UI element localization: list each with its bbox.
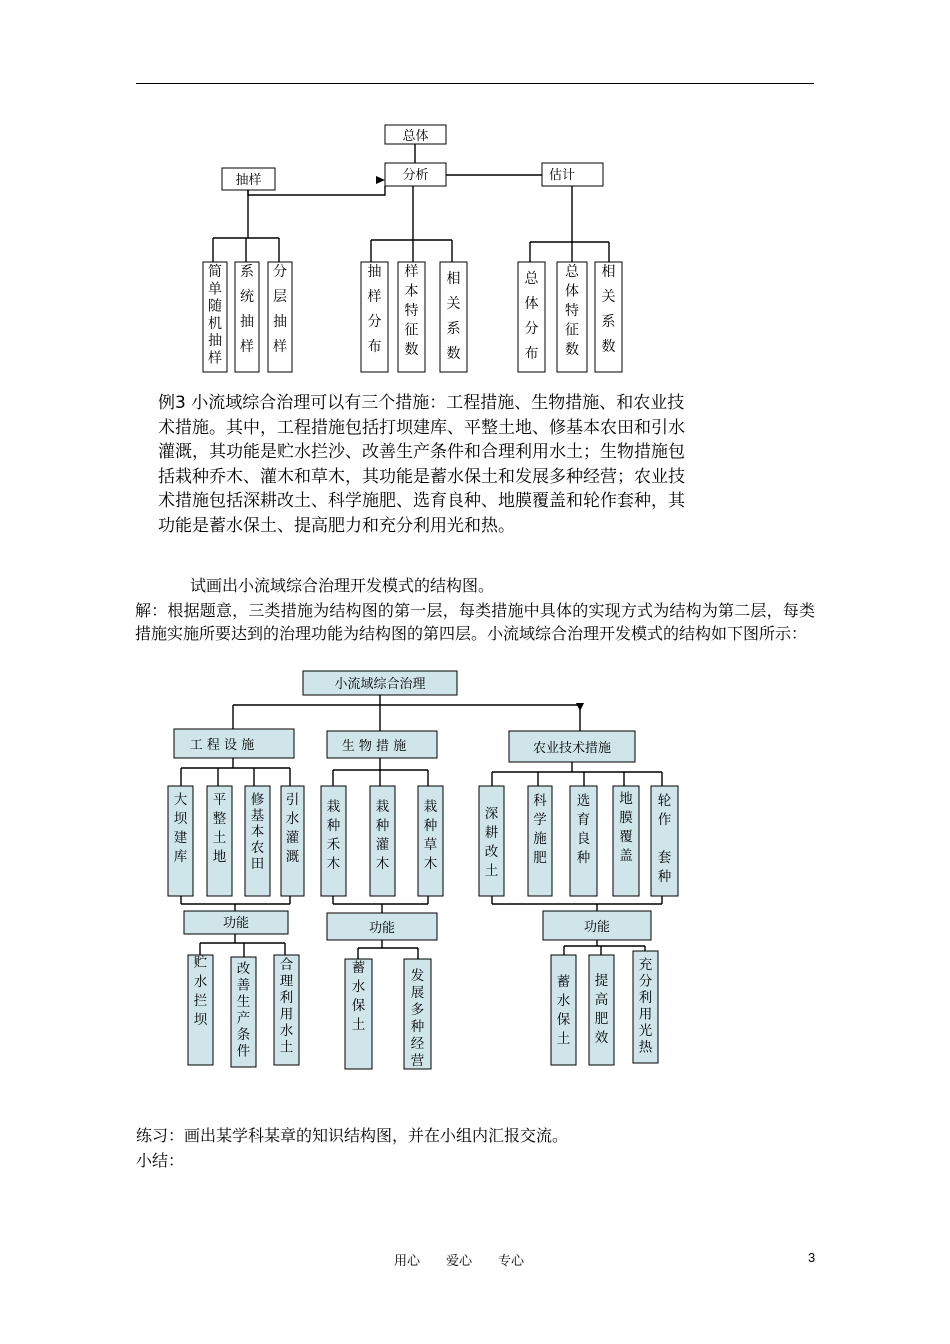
diagram2-function-5-char: 土 bbox=[556, 1031, 571, 1047]
diagram2-function-0-char: 水 bbox=[193, 974, 208, 990]
diagram2-function-5-char: 水 bbox=[556, 993, 571, 1009]
diagram2-item-11-char: 套 bbox=[657, 850, 672, 866]
diagram2-item-2-char: 农 bbox=[250, 840, 265, 856]
diagram1-leaf-4-char: 样 bbox=[404, 264, 419, 280]
solution-paragraph: 解：根据题意，三类措施为结构图的第一层，每类措施中具体的实现方式为结构为第二层，每类措施实施所要达到的治理功能为结构图的第四层。小流域综合治理开发模式的结构如下图所示： bbox=[135, 601, 815, 643]
diagram2-item-1-char: 地 bbox=[212, 849, 227, 865]
footer-motto: 用心 爱心 专心 bbox=[394, 1254, 525, 1269]
diagram1-leaf-0-char: 简 bbox=[208, 264, 222, 280]
diagram1-leaf-2-char: 抽 bbox=[273, 314, 287, 330]
diagram2-function-2-char: 利 bbox=[279, 990, 294, 1006]
diagram1-leaf-1-char: 统 bbox=[240, 289, 254, 305]
diagram2-item-8-char: 科 bbox=[533, 793, 547, 809]
diagram2-function-6-char: 高 bbox=[594, 992, 609, 1008]
practice-text: 练习：画出某学科某章的知识结构图，并在小组内汇报交流。 bbox=[136, 1126, 569, 1145]
diagram2-item-6-char: 种 bbox=[423, 818, 438, 834]
diagram1-leaf-1-char: 系 bbox=[240, 264, 254, 280]
diagram2-item-3-char: 灌 bbox=[285, 830, 300, 846]
diagram2-function-7-char: 充 bbox=[638, 957, 653, 973]
diagram2-item-10-char: 膜 bbox=[619, 810, 633, 826]
diagram2-item-7-char: 土 bbox=[484, 863, 499, 879]
diagram2-function-5-char: 蓄 bbox=[556, 974, 571, 990]
diagram2-item-8-char: 肥 bbox=[533, 850, 547, 866]
diagram1-leaf-0-char: 抽 bbox=[208, 333, 222, 350]
diagram1-leaf-4-char: 特 bbox=[404, 303, 419, 319]
diagram1-leaf-4-char: 征 bbox=[404, 322, 419, 339]
diagram2-item-2-char: 修 bbox=[250, 792, 265, 808]
diagram1-leaf-8-char: 系 bbox=[601, 314, 616, 330]
diagram2-function-6-box bbox=[589, 955, 614, 1065]
diagram2-function-6-char: 提 bbox=[594, 973, 609, 989]
function-label-2: 功能 bbox=[583, 920, 611, 935]
diagram1-leaf-7-char: 特 bbox=[565, 303, 579, 319]
diagram2-root: 小流域综合治理 bbox=[334, 677, 426, 692]
diagram1-leaf-5-char: 数 bbox=[446, 346, 461, 362]
diagram2-function-2-char: 用 bbox=[279, 1006, 294, 1023]
diagram2-function-6-char: 肥 bbox=[594, 1011, 609, 1027]
diagram2-item-0-char: 建 bbox=[173, 830, 188, 846]
diagram2-item-4-char: 木 bbox=[326, 856, 341, 872]
diagram1-top: 总体 bbox=[402, 129, 429, 144]
diagram2-item-1-char: 土 bbox=[212, 830, 227, 846]
diagram2-group-0: 工 程 设 施 bbox=[189, 738, 255, 753]
diagram2-function-1-char: 产 bbox=[236, 1010, 251, 1027]
diagram1-leaf-8-char: 数 bbox=[601, 339, 616, 355]
diagram1-leaf-7-char: 征 bbox=[565, 322, 579, 339]
diagram1-leaf-2-char: 层 bbox=[273, 289, 287, 305]
diagram1-leaf-4-char: 数 bbox=[404, 342, 419, 358]
diagram2-function-0-box bbox=[188, 955, 213, 1065]
diagram2-item-7-char: 耕 bbox=[484, 825, 499, 841]
diagram1-leaf-5-char: 相 bbox=[446, 271, 461, 287]
example-paragraph: 例3 小流域综合治理可以有三个措施：工程措施、生物措施、和农业技术措施。其中，工程措施包括打坝建库、平整土地、修基本农田和引水灌溉，其功能是贮水拦沙、改善生产条件和合理利用水土；生物措施包括栽种乔木、灌木和草木，其功能是蓄水保土和发展多种经营；农业技术措施包括深耕改土、科学施肥、选育良种、地膜覆盖和轮作套种，其功能是蓄水保土、提高肥力和充分利用光和热。 bbox=[158, 393, 685, 536]
diagram2-item-9-char: 选 bbox=[576, 793, 591, 809]
diagram1-leaf-8-char: 相 bbox=[601, 264, 616, 280]
diagram2-function-0-char: 坝 bbox=[193, 1012, 208, 1028]
diagram2-function-6-char: 效 bbox=[594, 1030, 609, 1046]
diagram2-group-2: 农业技术措施 bbox=[532, 741, 612, 756]
diagram1-leaf-2-char: 样 bbox=[273, 339, 287, 355]
diagram1-leaf-7-char: 总 bbox=[565, 264, 579, 280]
sampling-structure-diagram bbox=[0, 0, 950, 380]
diagram2-item-6-char: 栽 bbox=[423, 799, 438, 815]
diagram2-item-5-char: 灌 bbox=[375, 837, 390, 853]
diagram1-leaf-3-char: 分 bbox=[367, 314, 382, 330]
diagram1-leaf-2-char: 分 bbox=[273, 264, 287, 280]
diagram1-leaf-5-char: 系 bbox=[446, 321, 461, 337]
diagram1-mid-0: 抽样 bbox=[235, 173, 262, 188]
diagram1-leaf-0-char: 机 bbox=[208, 315, 222, 332]
diagram2-item-9-char: 良 bbox=[576, 831, 591, 847]
diagram2-function-1-char: 改 bbox=[236, 961, 251, 977]
diagram1-leaf-5-char: 关 bbox=[446, 296, 461, 312]
diagram2-item-2-char: 基 bbox=[250, 808, 265, 824]
diagram1-leaf-3-char: 布 bbox=[367, 339, 382, 355]
diagram1-leaf-7-char: 数 bbox=[565, 342, 579, 358]
diagram1-leaf-0-char: 随 bbox=[208, 298, 222, 315]
diagram1-leaf-4-char: 本 bbox=[404, 283, 419, 300]
diagram2-item-7-char: 深 bbox=[484, 806, 499, 822]
watershed-structure-diagram bbox=[0, 660, 950, 1080]
diagram2-function-1-char: 生 bbox=[236, 994, 251, 1010]
diagram2-function-2-char: 合 bbox=[279, 957, 294, 973]
diagram2-item-6-char: 草 bbox=[423, 837, 438, 853]
diagram2-item-3-char: 水 bbox=[285, 811, 300, 827]
diagram2-item-10-char: 地 bbox=[619, 791, 633, 807]
diagram2-item-5-char: 木 bbox=[375, 856, 390, 872]
diagram1-mid-1: 分析 bbox=[402, 168, 429, 183]
diagram2-item-9-char: 种 bbox=[576, 850, 591, 866]
diagram1-leaf-0-char: 单 bbox=[208, 281, 222, 298]
diagram2-item-10-char: 覆 bbox=[619, 829, 633, 845]
diagram2-function-4-char: 发 bbox=[410, 968, 425, 984]
diagram2-item-4-char: 种 bbox=[326, 818, 341, 834]
diagram2-item-0-char: 库 bbox=[173, 849, 188, 865]
diagram2-function-1-char: 善 bbox=[236, 977, 251, 994]
diagram2-item-4-char: 禾 bbox=[326, 837, 341, 853]
diagram2-function-0-char: 拦 bbox=[193, 993, 208, 1009]
diagram2-function-0-char: 贮 bbox=[193, 955, 208, 971]
function-label-0: 功能 bbox=[222, 916, 250, 931]
summary-text: 小结： bbox=[136, 1151, 185, 1170]
diagram2-item-10-char: 盖 bbox=[619, 848, 633, 864]
diagram2-function-4-char: 展 bbox=[410, 985, 425, 1001]
diagram1-leaf-8-char: 关 bbox=[601, 289, 616, 305]
diagram1-leaf-6-char: 分 bbox=[524, 321, 539, 337]
diagram2-function-7-char: 用 bbox=[638, 1006, 653, 1023]
diagram2-item-4-char: 栽 bbox=[326, 799, 341, 815]
diagram2-item-7-char: 改 bbox=[484, 844, 499, 860]
diagram1-leaf-6-char: 体 bbox=[524, 296, 539, 312]
diagram2-group-1: 生 物 措 施 bbox=[341, 739, 407, 754]
diagram1-leaf-0-char: 样 bbox=[208, 350, 222, 367]
diagram2-function-4-char: 多 bbox=[410, 1002, 425, 1018]
diagram2-item-7-box bbox=[479, 786, 504, 896]
diagram2-function-7-char: 光 bbox=[638, 1023, 653, 1039]
diagram2-function-5-box bbox=[551, 955, 576, 1065]
diagram2-item-2-char: 本 bbox=[250, 824, 265, 840]
diagram2-item-1-char: 平 bbox=[212, 792, 227, 808]
diagram2-item-0-char: 坝 bbox=[173, 811, 188, 827]
diagram2-function-3-char: 水 bbox=[351, 979, 366, 995]
function-label-1: 功能 bbox=[368, 921, 396, 936]
diagram2-item-9-char: 育 bbox=[576, 812, 591, 828]
diagram2-item-8-char: 学 bbox=[533, 812, 547, 828]
diagram2-function-7-char: 利 bbox=[638, 990, 653, 1006]
diagram2-item-0-char: 大 bbox=[173, 792, 188, 808]
diagram2-function-7-char: 分 bbox=[638, 973, 653, 990]
diagram2-function-1-char: 件 bbox=[236, 1043, 251, 1060]
diagram2-item-3-char: 引 bbox=[285, 792, 300, 808]
diagram2-item-3-char: 溉 bbox=[285, 849, 300, 865]
diagram1-leaf-6-char: 总 bbox=[524, 271, 539, 287]
diagram1-leaf-3-char: 样 bbox=[367, 289, 382, 305]
diagram2-function-5-char: 保 bbox=[556, 1012, 571, 1028]
diagram2-item-6-char: 木 bbox=[423, 856, 438, 872]
diagram1-leaf-7-char: 体 bbox=[565, 283, 579, 300]
diagram1-leaf-1-char: 样 bbox=[240, 339, 254, 355]
diagram2-item-2-char: 田 bbox=[250, 856, 265, 872]
task-text: 试画出小流域综合治理开发模式的结构图。 bbox=[190, 576, 495, 595]
diagram2-item-11-char: 作 bbox=[657, 812, 672, 828]
diagram2-item-1-char: 整 bbox=[212, 811, 227, 827]
diagram2-function-2-char: 水 bbox=[279, 1023, 294, 1039]
diagram1-leaf-6-char: 布 bbox=[524, 346, 539, 362]
diagram1-leaf-1-char: 抽 bbox=[240, 314, 254, 330]
diagram2-function-3-char: 土 bbox=[351, 1017, 366, 1033]
diagram2-function-4-char: 营 bbox=[410, 1053, 425, 1069]
diagram2-item-5-char: 种 bbox=[375, 818, 390, 834]
diagram2-function-3-char: 保 bbox=[351, 998, 366, 1014]
diagram2-item-11-char: 种 bbox=[657, 869, 672, 885]
diagram2-item-11-char: 轮 bbox=[657, 793, 672, 809]
diagram2-function-1-char: 条 bbox=[236, 1027, 251, 1043]
diagram2-function-2-char: 土 bbox=[279, 1039, 294, 1056]
page-number: 3 bbox=[808, 1250, 816, 1265]
diagram2-item-8-char: 施 bbox=[533, 831, 547, 847]
diagram1-mid-2: 估计 bbox=[548, 168, 576, 183]
diagram2-function-3-char: 蓄 bbox=[351, 960, 366, 976]
diagram2-function-4-char: 经 bbox=[410, 1036, 425, 1052]
diagram2-item-5-char: 栽 bbox=[375, 799, 390, 815]
diagram2-function-7-char: 热 bbox=[638, 1039, 653, 1056]
diagram1-leaf-3-char: 抽 bbox=[367, 264, 382, 280]
diagram2-function-2-char: 理 bbox=[279, 973, 294, 990]
diagram2-function-4-char: 种 bbox=[410, 1019, 425, 1035]
